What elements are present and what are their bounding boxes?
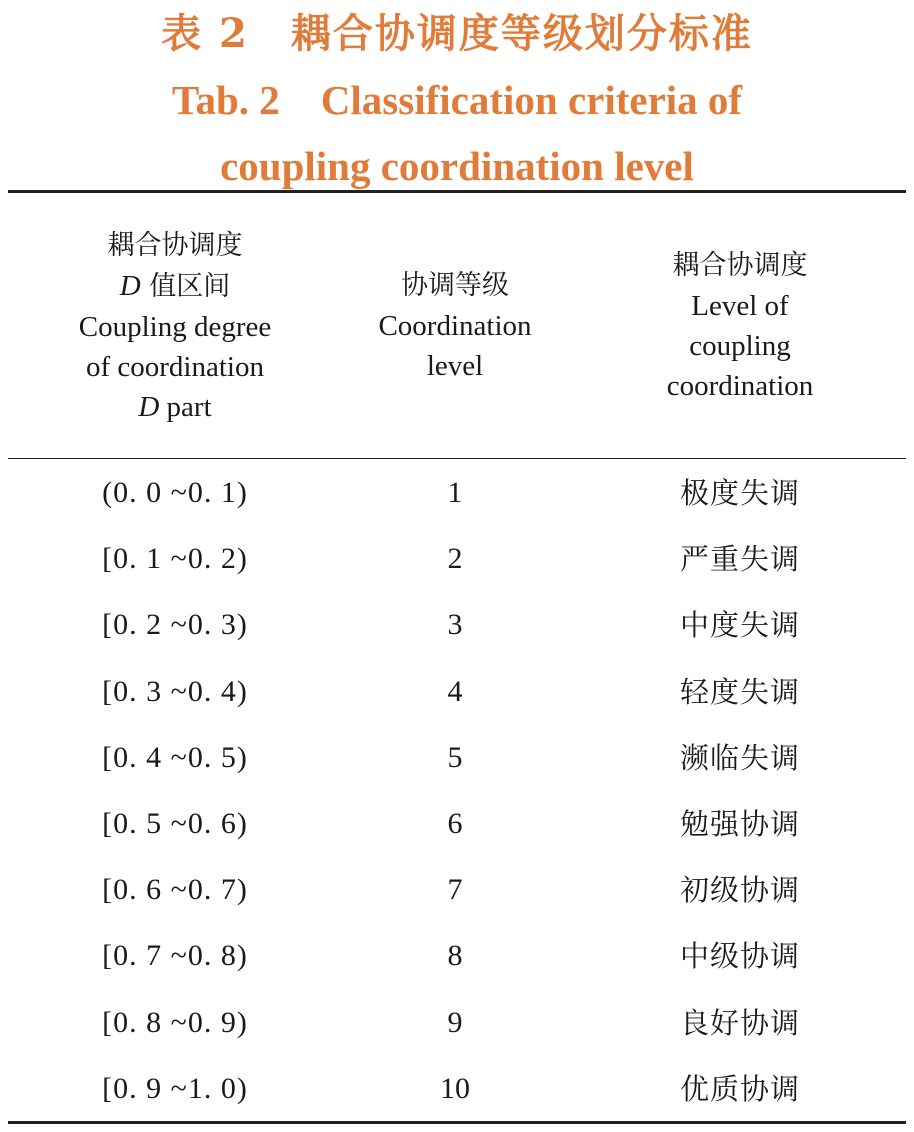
header-name-en3: coordination: [666, 370, 814, 402]
level-name-cell: 轻度失调: [679, 674, 800, 709]
header-range-column: [20, 226, 330, 427]
level-name-cell: 勉强协调: [679, 806, 800, 841]
table-row: [0, 592, 914, 658]
range-cell: [0. 5 ~0. 6): [102, 806, 248, 840]
table-row: [0, 990, 914, 1056]
range-cell: [0. 8 ~0. 9): [102, 1005, 248, 1039]
range-cell: [0. 1 ~0. 2): [102, 542, 248, 576]
header-name-en1: Level of: [691, 290, 789, 322]
table-caption-zh: 表 2 耦合协调度等级划分标准: [161, 10, 753, 57]
level-cell: 6: [447, 806, 463, 840]
range-cell: [0. 2 ~0. 3): [102, 608, 248, 642]
level-cell: 5: [447, 740, 463, 774]
level-name-cell: 良好协调: [679, 1005, 800, 1040]
header-level-en2: level: [426, 350, 484, 382]
table-top-rule: [8, 190, 906, 193]
header-range-en2: of coordination: [86, 351, 264, 383]
level-name-cell: 极度失调: [679, 476, 800, 510]
header-name-column: [590, 246, 890, 406]
level-cell: 8: [447, 939, 463, 973]
header-level-column: [320, 266, 590, 386]
table-body: [0, 460, 914, 1122]
header-range-en1: Coupling degree: [78, 311, 272, 343]
table-row: [0, 460, 914, 526]
level-cell: 1: [447, 476, 463, 509]
header-level-zh: 协调等级: [401, 270, 509, 301]
level-name-cell: 初级协调: [679, 873, 800, 908]
table-row: [0, 1056, 914, 1122]
header-name-en2: coupling: [689, 330, 791, 362]
table-caption-en-line1: Tab. 2 Classification criteria of: [171, 77, 743, 123]
level-name-cell: 严重失调: [679, 542, 800, 577]
level-cell: 3: [447, 608, 463, 642]
level-cell: 10: [440, 1071, 470, 1105]
level-name-cell: 中级协调: [679, 939, 800, 974]
range-cell: [0. 9 ~1. 0): [102, 1071, 248, 1105]
header-range-zh-line2: D 值区间: [119, 270, 231, 302]
header-name-zh: 耦合协调度: [672, 250, 808, 281]
level-cell: 2: [447, 542, 463, 576]
range-cell: [0. 7 ~0. 8): [102, 939, 248, 973]
header-range-zh: 耦合协调度: [107, 230, 243, 261]
range-cell: [0. 3 ~0. 4): [102, 674, 248, 708]
level-name-cell: 优质协调: [679, 1071, 800, 1106]
table-row: [0, 526, 914, 592]
table-row: [0, 659, 914, 725]
header-range-en3: D part: [138, 391, 212, 423]
level-cell: 9: [447, 1005, 463, 1039]
level-cell: 4: [447, 674, 463, 708]
range-cell: (0. 0 ~0. 1): [102, 476, 248, 509]
range-cell: [0. 6 ~0. 7): [102, 873, 248, 907]
table-row: [0, 857, 914, 923]
table-row: [0, 791, 914, 857]
header-level-en1: Coordination: [378, 310, 532, 342]
table-row: [0, 725, 914, 791]
table-caption-en-line2: coupling coordination level: [220, 143, 694, 189]
range-cell: [0. 4 ~0. 5): [102, 740, 248, 774]
level-name-cell: 濒临失调: [679, 740, 800, 775]
table-header-rule: [8, 458, 906, 459]
table-row: [0, 923, 914, 989]
level-cell: 7: [447, 873, 463, 907]
table-bottom-rule: [8, 1121, 906, 1124]
level-name-cell: 中度失调: [679, 608, 800, 643]
